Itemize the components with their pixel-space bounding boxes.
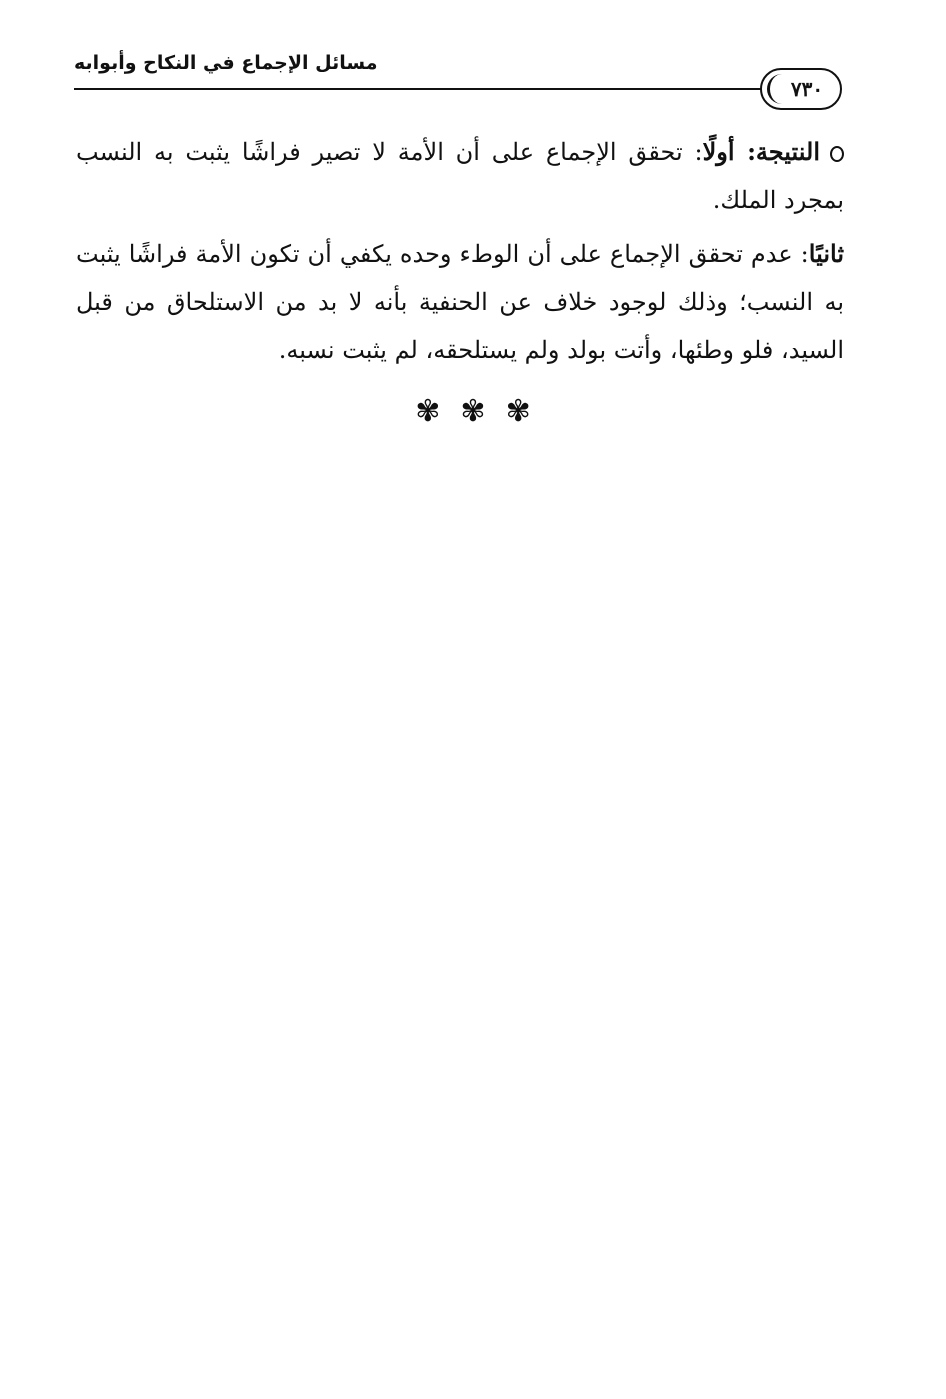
body-text [76, 128, 844, 374]
flower-ornament-icon: ✾ [505, 394, 531, 429]
paragraph-result-first [76, 128, 844, 224]
paragraph-text: : تحقق الإجماع على أن الأمة لا تصير فراشًا يثبت به النسب بمجرد الملك. [76, 138, 844, 214]
header-rule [74, 88, 770, 90]
paragraph-text: : عدم تحقق الإجماع على أن الوطء وحده يكفي أن تكون الأمة فراشًا يثبت به النسب؛ وذلك لوجود خلاف عن الحنفية بأنه لا بد من الاستلحاق من قبل السيد، فلو وطئها، وأتت بولد ولم يستلحقه، لم يثبت نسبه. [76, 240, 845, 364]
paragraph-label: النتيجة: أولًا [702, 137, 820, 166]
paragraph-label: ثانيًا [808, 239, 844, 268]
running-header-title: مسائل الإجماع في النكاح وأبوابه [74, 52, 378, 74]
flower-ornament-icon: ✾ [460, 394, 486, 429]
page-number-badge [760, 68, 842, 110]
paragraph-result-second [76, 230, 844, 374]
page-number: ٧٣٠ [790, 77, 824, 101]
section-divider-ornaments [0, 392, 946, 432]
circle-bullet-icon [830, 146, 844, 162]
flower-ornament-icon: ✾ [415, 394, 441, 429]
